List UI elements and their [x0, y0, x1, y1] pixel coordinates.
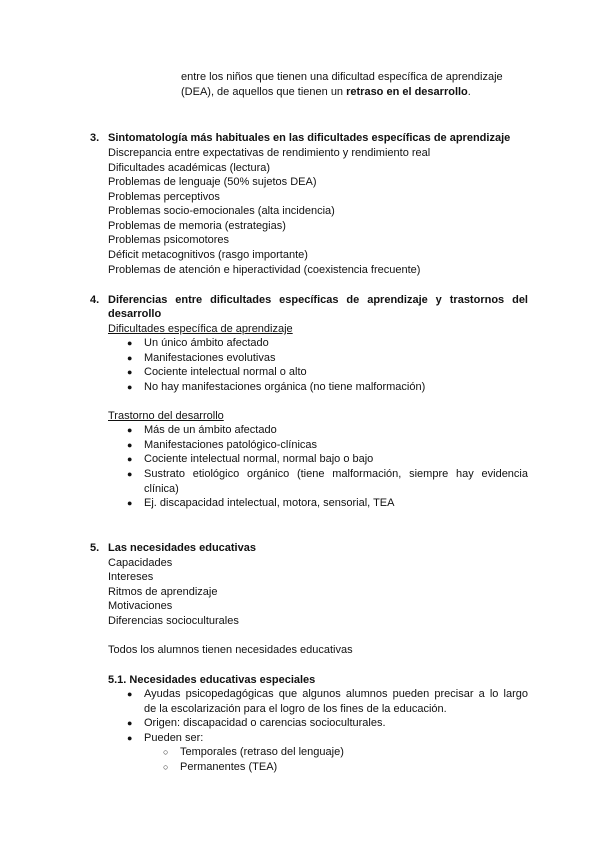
section-number: 4. — [90, 294, 100, 306]
list-item: Discrepancia entre expectativas de rendimiento y rendimiento real — [108, 147, 431, 159]
list-item: Problemas de memoria (estrategias) — [108, 220, 286, 232]
section-number: 3. — [90, 132, 100, 144]
circle-icon: ○ — [163, 762, 169, 772]
subsection-title: Trastorno del desarrollo — [108, 410, 224, 422]
continuation-paragraph — [181, 70, 527, 99]
list-item: Capacidades — [108, 557, 173, 569]
list-item: Ritmos de aprendizaje — [108, 586, 218, 598]
section-title: Sintomatología más habituales en las dificultades específicas de aprendizaje — [108, 132, 511, 144]
bullet-icon: ● — [127, 338, 133, 348]
bullet-icon: ● — [127, 733, 133, 743]
note-text: Todos los alumnos tienen necesidades educativas — [108, 644, 353, 656]
section-title-cont: desarrollo — [108, 308, 162, 320]
list-item: Problemas psicomotores — [108, 234, 230, 246]
bullet-icon: ● — [127, 469, 133, 479]
list-item: Intereses — [108, 571, 154, 583]
bullet-icon: ● — [127, 425, 133, 435]
section-title: Las necesidades educativas — [108, 542, 256, 554]
section-title: Diferencias entre dificultades específicas de aprendizaje y trastornos del — [108, 294, 528, 306]
bullet-icon: ● — [127, 367, 133, 377]
section-number: 5. — [90, 542, 100, 554]
list-item: Problemas socio-emocionales (alta incidencia) — [108, 205, 335, 217]
list-item: Dificultades académicas (lectura) — [108, 162, 271, 174]
continuation-line-1: entre los niños que tienen una dificultad específica de aprendizaje — [181, 71, 503, 83]
list-item: Problemas perceptivos — [108, 191, 220, 203]
circle-icon: ○ — [163, 747, 169, 757]
list-item: Problemas de lenguaje (50% sujetos DEA) — [108, 176, 317, 188]
bullet-icon: ● — [127, 454, 133, 464]
subsection-5-1-heading: 5.1. Necesidades educativas especiales — [108, 674, 316, 686]
bullet-icon: ● — [127, 498, 133, 508]
bold-term: retraso en el desarrollo — [346, 85, 468, 98]
bullet-icon: ● — [127, 382, 133, 392]
continuation-line-2: (DEA), de aquellos que tienen un retraso en el desarrollo. — [181, 85, 471, 98]
list-item: Problemas de atención e hiperactividad (coexistencia frecuente) — [108, 264, 421, 276]
bullet-icon: ● — [127, 440, 133, 450]
list-item: Diferencias socioculturales — [108, 615, 239, 627]
bullet-icon: ● — [127, 689, 133, 699]
bullet-icon: ● — [127, 353, 133, 363]
list-item: Déficit metacognitivos (rasgo importante) — [108, 249, 308, 261]
list-item: Motivaciones — [108, 600, 173, 612]
subsection-title: Dificultades específica de aprendizaje — [108, 323, 293, 335]
bullet-icon: ● — [127, 718, 133, 728]
